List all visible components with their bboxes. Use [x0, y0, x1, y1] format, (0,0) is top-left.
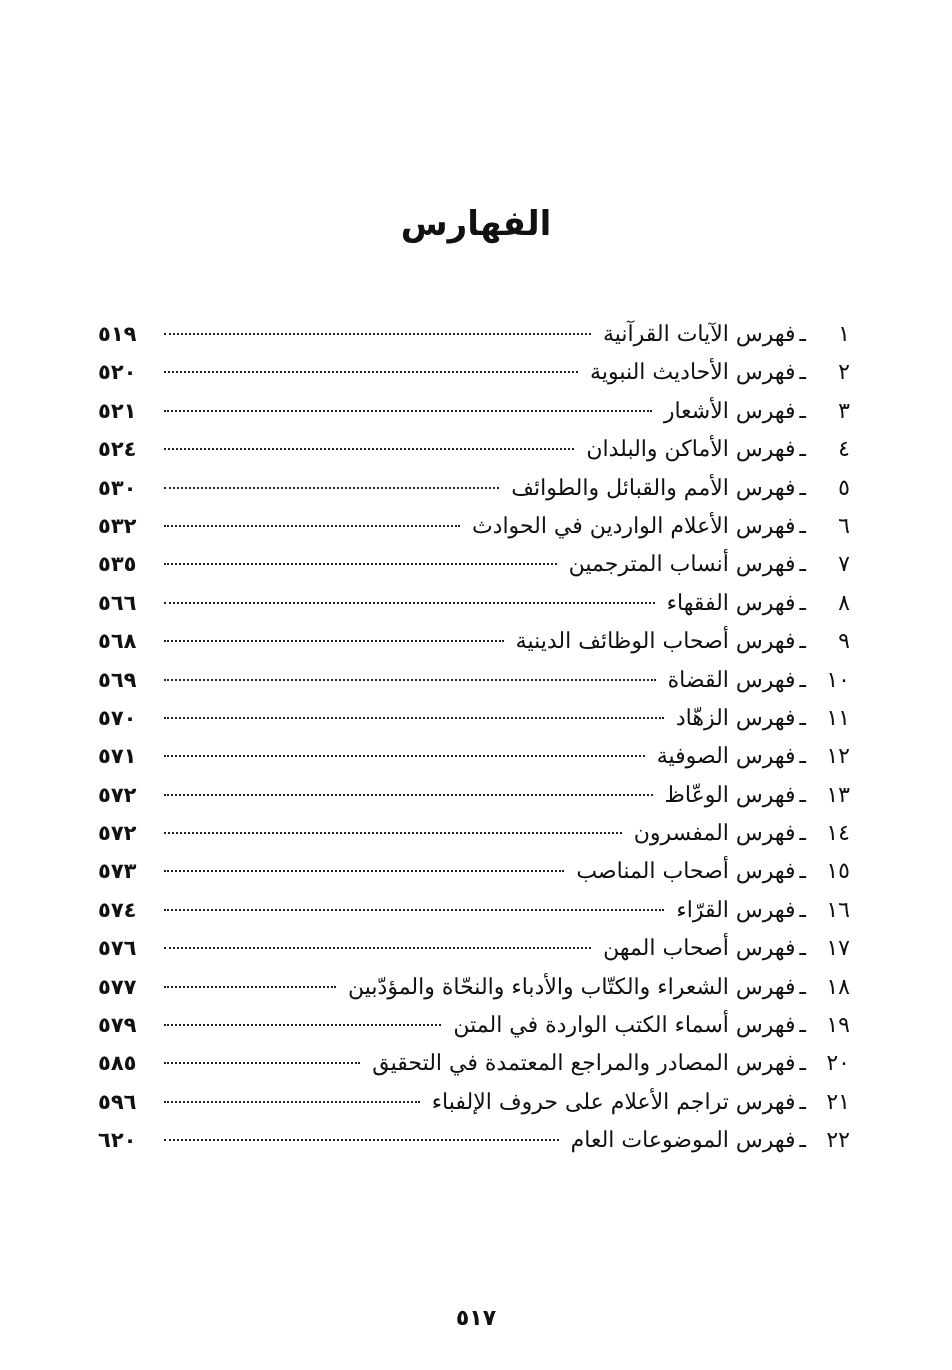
toc-entry-page: ٦٢٠ [98, 1128, 137, 1153]
toc-entry-number: ٨ [838, 590, 850, 616]
dot-leader [164, 909, 664, 911]
toc-entry-page: ٥٧٣ [98, 859, 137, 884]
toc-entry-label: فهرس أسماء الكتب الواردة في المتن [453, 1013, 796, 1039]
toc-entry-dash: ـ [799, 705, 806, 731]
toc-entry [98, 821, 850, 859]
toc-entry-label: فهرس تراجم الأعلام على حروف الإلفباء [431, 1089, 796, 1115]
toc-entry-label: فهرس الزهّاد [675, 705, 796, 731]
toc-entry-label: فهرس الأمم والقبائل والطوائف [511, 475, 796, 501]
toc-entry [98, 1051, 850, 1089]
dot-leader [164, 487, 499, 489]
toc-entry-label: فهرس الوعّاظ [664, 782, 796, 808]
toc-entry-dash: ـ [799, 667, 806, 693]
toc-entry [98, 898, 850, 936]
dot-leader [164, 832, 622, 834]
dot-leader [164, 371, 578, 373]
toc-entry-page: ٥٧١ [98, 744, 137, 769]
toc-entry-number: ٢ [838, 360, 850, 386]
toc-entry-number: ٩ [838, 629, 850, 655]
toc-entry-number: ٤ [838, 437, 850, 463]
toc-entry [98, 1128, 850, 1166]
toc-entry-label: فهرس المصادر والمراجع المعتمدة في التحقيق [372, 1051, 796, 1077]
toc-entry [98, 629, 850, 667]
toc-entry-page: ٥٧٧ [98, 974, 137, 999]
toc-entry [98, 591, 850, 629]
toc-entry-dash: ـ [799, 398, 806, 424]
toc-entry-page: ٥٣٢ [98, 513, 137, 538]
toc-entry-page: ٥٦٨ [98, 629, 137, 654]
toc-entry-dash: ـ [799, 629, 806, 655]
toc-entry-page: ٥٧٠ [98, 705, 137, 730]
dot-leader [164, 333, 591, 335]
toc-entry-label: فهرس الصوفية [656, 744, 796, 770]
toc-entry-dash: ـ [799, 590, 806, 616]
toc-entry [98, 322, 850, 360]
toc-entry-number: ٧ [838, 552, 850, 578]
dot-leader [164, 640, 504, 642]
toc-entry-label: فهرس الموضوعات العام [570, 1128, 796, 1154]
toc-entry-label: فهرس القضاة [667, 667, 796, 693]
toc-entry-dash: ـ [799, 897, 806, 923]
toc-entry [98, 399, 850, 437]
toc-entry-label: فهرس أصحاب المناصب [576, 859, 796, 885]
toc-entry-number: ١٣ [826, 782, 850, 808]
toc-entry-page: ٥٣٠ [98, 475, 137, 500]
dot-leader [164, 870, 564, 872]
toc-entry-dash: ـ [799, 552, 806, 578]
toc-entry-number: ١ [838, 322, 850, 347]
toc-entry-dash: ـ [799, 513, 806, 539]
toc-entry-page: ٥٧٩ [98, 1013, 137, 1038]
dot-leader [164, 1139, 559, 1141]
toc-entry-dash: ـ [799, 936, 806, 962]
toc-entry [98, 1013, 850, 1051]
dot-leader [164, 1101, 420, 1103]
toc-entry-page: ٥٢٤ [98, 437, 137, 462]
toc-entry-dash: ـ [799, 782, 806, 808]
toc-entry-number: ٥ [838, 475, 850, 501]
toc-entry-page: ٥٦٩ [98, 667, 137, 692]
toc-entry-dash: ـ [799, 1089, 806, 1115]
toc-entry-label: فهرس الأحاديث النبوية [590, 360, 796, 386]
toc-entry [98, 476, 850, 514]
toc-entry-label: فهرس أصحاب الوظائف الدينية [515, 629, 796, 655]
page-number: ٥١٧ [455, 1306, 497, 1331]
dot-leader [164, 679, 656, 681]
toc-entry-number: ١٢ [826, 744, 850, 770]
toc-entry-dash: ـ [799, 744, 806, 770]
toc-entry-dash: ـ [799, 322, 806, 347]
dot-leader [164, 410, 652, 412]
page-title: الفهارس [400, 204, 552, 244]
toc-entry-page: ٥٧٢ [98, 782, 137, 807]
toc-entry-page: ٥٨٥ [98, 1051, 137, 1076]
toc-entry-dash: ـ [799, 821, 806, 847]
toc-entry [98, 360, 850, 398]
dot-leader [164, 525, 460, 527]
toc-entry-page: ٥٩٦ [98, 1089, 137, 1114]
dot-leader [164, 755, 645, 757]
toc-entry [98, 975, 850, 1013]
toc-entry [98, 437, 850, 475]
dot-leader [164, 563, 557, 565]
toc-entry-page: ٥٧٦ [98, 936, 137, 961]
toc-entry-number: ١٤ [826, 821, 850, 847]
toc-entry-number: ١٨ [826, 974, 850, 1000]
toc-entry-dash: ـ [799, 974, 806, 1000]
toc-entry-label: فهرس الأشعار [663, 398, 796, 424]
toc-entry-number: ٢٢ [826, 1128, 850, 1154]
toc-entry-number: ٢١ [826, 1089, 850, 1115]
toc-entry [98, 936, 850, 974]
toc-entry-dash: ـ [799, 437, 806, 463]
dot-leader [164, 717, 664, 719]
toc-entry-number: ٣ [838, 398, 850, 424]
toc-entry-label: فهرس الأماكن والبلدان [586, 437, 796, 463]
dot-leader [164, 986, 336, 988]
toc-entry-label: فهرس الآيات القرآنية [602, 322, 796, 347]
toc-entry-number: ١٩ [826, 1013, 850, 1039]
dot-leader [164, 602, 655, 604]
toc-entry [98, 783, 850, 821]
toc-entry-dash: ـ [799, 1128, 806, 1154]
toc-entry-label: فهرس المفسرون [633, 821, 796, 847]
dot-leader [164, 794, 653, 796]
toc-entry-page: ٥٦٦ [98, 590, 137, 615]
toc-entry-page: ٥٣٥ [98, 552, 137, 577]
dot-leader [164, 1062, 360, 1064]
toc-entry-number: ١٠ [826, 667, 850, 693]
toc-entry [98, 514, 850, 552]
toc-entry-label: فهرس أصحاب المهن [603, 936, 796, 962]
toc-entry-number: ١١ [826, 705, 850, 731]
toc-entry [98, 552, 850, 590]
toc-entry-page: ٥٢٠ [98, 360, 137, 385]
toc-entry-number: ١٥ [826, 859, 850, 885]
dot-leader [164, 947, 591, 949]
toc-entry-page: ٥٧٢ [98, 821, 137, 846]
toc-entry [98, 1090, 850, 1128]
toc-entry-number: ١٧ [826, 936, 850, 962]
toc-entry-dash: ـ [799, 859, 806, 885]
toc-entry [98, 859, 850, 897]
toc-entry-number: ٦ [838, 513, 850, 539]
toc-entry-dash: ـ [799, 1013, 806, 1039]
toc-entry-number: ٢٠ [826, 1051, 850, 1077]
dot-leader [164, 448, 574, 450]
toc-entry-dash: ـ [799, 475, 806, 501]
toc-entry-label: فهرس الشعراء والكتّاب والأدباء والنحّاة والمؤدّبين [348, 974, 796, 1000]
toc-entry-page: ٥٢١ [98, 398, 137, 423]
toc-entry-dash: ـ [799, 1051, 806, 1077]
toc-entry-number: ١٦ [826, 897, 850, 923]
table-of-contents [98, 322, 850, 1167]
toc-entry-label: فهرس القرّاء [676, 897, 796, 923]
toc-entry-label: فهرس الأعلام الواردين في الحوادث [471, 513, 796, 539]
toc-entry-page: ٥٧٤ [98, 897, 137, 922]
toc-entry [98, 744, 850, 782]
toc-entry-label: فهرس أنساب المترجمين [568, 552, 796, 578]
toc-entry-label: فهرس الفقهاء [666, 590, 796, 616]
toc-entry-dash: ـ [799, 360, 806, 386]
toc-entry [98, 706, 850, 744]
toc-entry [98, 668, 850, 706]
toc-entry-page: ٥١٩ [98, 322, 137, 346]
dot-leader [164, 1024, 441, 1026]
